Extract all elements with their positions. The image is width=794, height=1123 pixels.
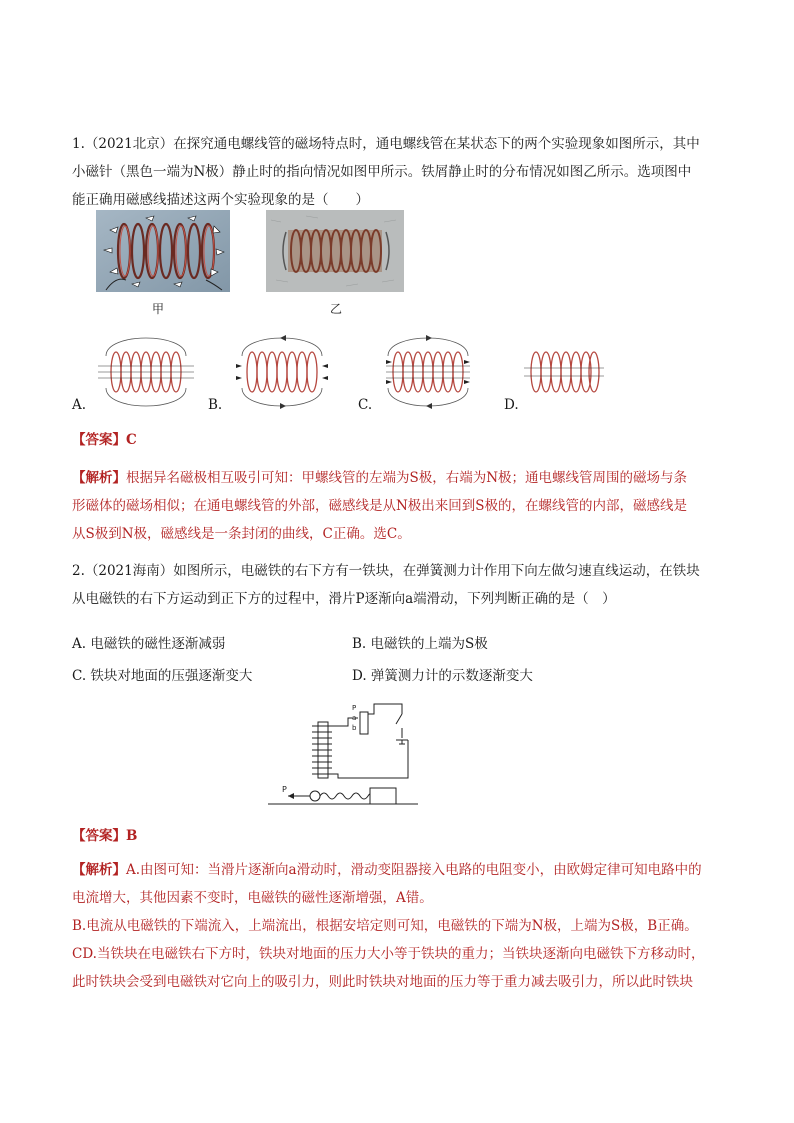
explain-line: B.电流从电磁铁的下端流入，上端流出，根据安培定则可知，电磁铁的下端为N极，上端为S极，B正确。 <box>72 918 698 934</box>
explain-line: 电流增大，其他因素不变时，电磁铁的磁性逐渐增强，A错。 <box>72 890 433 906</box>
q1-answer <box>72 426 722 454</box>
circuit-label-p: P <box>282 785 287 794</box>
option-a-diagram <box>94 332 198 412</box>
circuit-diagram <box>268 700 418 810</box>
explain-tag: 【解析】 <box>72 470 126 486</box>
answer-tag: 【答案】 <box>72 432 126 448</box>
option-c-diagram <box>376 332 480 412</box>
q2-line: 2.（2021海南）如图所示，电磁铁的右下方有一铁块，在弹簧测力计作用下向左做匀速直线运动，在铁块 <box>72 563 700 579</box>
photo-jia <box>96 210 230 292</box>
q1-stem <box>72 130 722 214</box>
option-d-label: D. <box>504 397 519 413</box>
q2-choice-b: B. 电磁铁的上端为S极 <box>352 636 488 652</box>
q1-line: 1.（2021北京）在探究通电螺线管的磁场特点时，通电螺线管在某状态下的两个实验现象如图所示，其中 <box>72 136 700 152</box>
explain-line: 形磁体的磁场相似；在通电螺线管的外部，磁感线是从N极出来回到S极的，在螺线管的内部，磁感线是 <box>72 498 688 514</box>
explain-line: 从S极到N极，磁感线是一条封闭的曲线，C正确。选C。 <box>72 526 411 542</box>
q1-line: 小磁针（黑色一端为N极）静止时的指向情况如图甲所示。铁屑静止时的分布情况如图乙所示。选项图中 <box>72 164 692 180</box>
photo-yi <box>266 210 404 292</box>
q2-stem <box>72 557 722 613</box>
circuit-label-p-top: P <box>352 704 357 712</box>
q2-choice-c: C. 铁块对地面的压强逐渐变大 <box>72 668 253 684</box>
option-b-label: B. <box>208 397 223 413</box>
circuit-label-a: a <box>352 714 357 722</box>
explain-tag: 【解析】 <box>72 862 126 878</box>
q1-explanation <box>72 464 722 548</box>
answer-value: C <box>126 432 137 448</box>
option-d-diagram <box>524 332 604 412</box>
answer-tag: 【答案】 <box>72 828 126 844</box>
fig-caption-yi: 乙 <box>330 302 343 316</box>
fig-caption-jia: 甲 <box>152 302 165 316</box>
option-a-label: A. <box>72 397 87 413</box>
circuit-label-b: b <box>352 724 357 732</box>
explain-line: 此时铁块会受到电磁铁对它向上的吸引力，则此时铁块对地面的压力等于重力减去吸引力，所以此时铁块 <box>72 974 693 990</box>
q2-choice-d: D. 弹簧测力计的示数逐渐变大 <box>352 668 533 684</box>
option-c-label: C. <box>358 397 373 413</box>
answer-value: B <box>126 828 138 844</box>
q2-explanation <box>72 856 722 996</box>
explain-line: 根据异名磁极相互吸引可知：甲螺线管的左端为S极，右端为N极；通电螺线管周围的磁场与条 <box>126 470 688 486</box>
explain-line: CD.当铁块在电磁铁右下方时，铁块对地面的压力大小等于铁块的重力；当铁块逐渐向电磁铁下方移动时， <box>72 946 705 962</box>
q1-line: 能正确用磁感线描述这两个实验现象的是（ ） <box>72 192 369 208</box>
option-b-diagram <box>230 332 334 412</box>
q2-answer <box>72 822 722 850</box>
q2-choice-a: A. 电磁铁的磁性逐渐减弱 <box>72 636 226 652</box>
explain-line: A.由图可知：当滑片逐渐向a滑动时，滑动变阻器接入电路的电阻变小，由欧姆定律可知电路中的 <box>126 862 702 878</box>
q2-line: 从电磁铁的右下方运动到正下方的过程中，滑片P逐渐向a端滑动，下列判断正确的是（ ） <box>72 591 616 607</box>
